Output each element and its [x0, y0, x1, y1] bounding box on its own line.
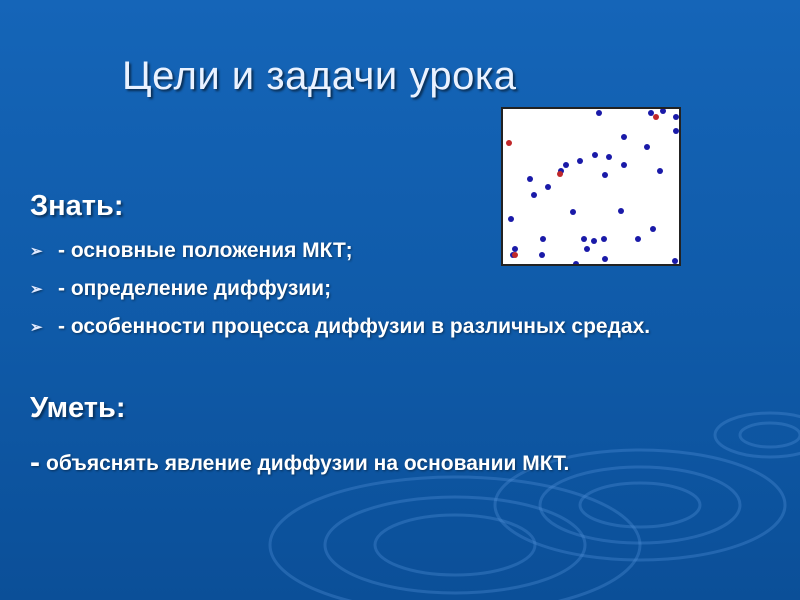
- blue-particle: [563, 162, 569, 168]
- blue-particle: [606, 154, 612, 160]
- blue-particle: [508, 216, 514, 222]
- blue-particle: [618, 208, 624, 214]
- blue-particle: [648, 110, 654, 116]
- able-item-text: объяснять явление диффузии на основании МКТ.: [46, 452, 570, 475]
- blue-particle: [512, 246, 518, 252]
- blue-particle: [527, 176, 533, 182]
- arrow-bullet-icon: ➢: [30, 281, 43, 298]
- blue-particle: [602, 172, 608, 178]
- blue-particle: [540, 236, 546, 242]
- blue-particle: [545, 184, 551, 190]
- blue-particle: [673, 114, 679, 120]
- list-item: [30, 274, 730, 304]
- red-particle: [506, 140, 512, 146]
- blue-particle: [650, 226, 656, 232]
- able-heading: Уметь:: [30, 392, 126, 424]
- blue-particle: [592, 152, 598, 158]
- blue-particle: [584, 246, 590, 252]
- list-item-text: - особенности процесса диффузии в различных средах.: [58, 315, 651, 338]
- blue-particle: [531, 192, 537, 198]
- red-particle: [512, 252, 518, 258]
- list-item-text: - определение диффузии;: [58, 277, 332, 300]
- blue-particle: [621, 162, 627, 168]
- know-heading: Знать:: [30, 190, 124, 222]
- arrow-bullet-icon: ➢: [30, 319, 43, 336]
- diffusion-particles: [503, 109, 679, 264]
- blue-particle: [570, 209, 576, 215]
- red-particle: [557, 171, 563, 177]
- blue-particle: [672, 258, 678, 264]
- list-item: [30, 312, 730, 342]
- blue-particle: [621, 134, 627, 140]
- blue-particle: [673, 128, 679, 134]
- blue-particle: [539, 252, 545, 258]
- blue-particle: [591, 238, 597, 244]
- blue-particle: [657, 168, 663, 174]
- diffusion-diagram: [501, 107, 681, 266]
- list-item-text: - основные положения МКТ;: [58, 239, 353, 262]
- able-dash: -: [30, 446, 40, 479]
- slide-title: Цели и задачи урока: [122, 54, 517, 98]
- arrow-bullet-icon: ➢: [30, 243, 43, 260]
- blue-particle: [581, 236, 587, 242]
- blue-particle: [635, 236, 641, 242]
- red-particle: [653, 114, 659, 120]
- able-item: [30, 446, 569, 480]
- blue-particle: [601, 236, 607, 242]
- blue-particle: [660, 109, 666, 114]
- blue-particle: [644, 144, 650, 150]
- blue-particle: [577, 158, 583, 164]
- blue-particle: [596, 110, 602, 116]
- blue-particle: [602, 256, 608, 262]
- blue-particle: [573, 261, 579, 264]
